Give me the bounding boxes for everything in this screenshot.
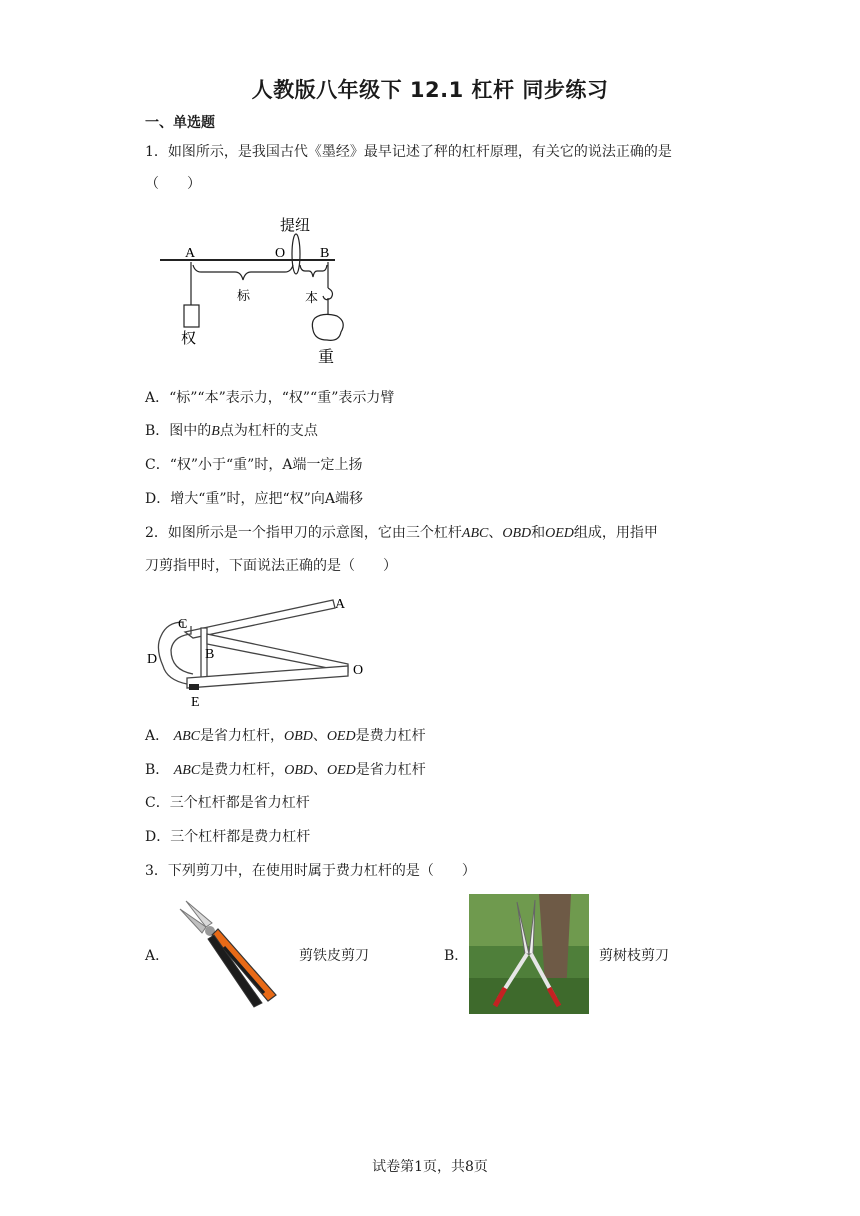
q2-stem-line2: 刀剪指甲时，下面说法正确的是（ ） — [145, 558, 397, 574]
fig1-weight-block — [184, 305, 199, 327]
q3-option-a-label: A． — [145, 948, 170, 964]
q2-option-c: C．三个杠杆都是省力杠杆 — [145, 795, 310, 811]
q1-option-b-var: B — [211, 424, 220, 439]
q1-steelyard-figure — [155, 210, 355, 370]
fig1-brace-biao — [193, 265, 293, 280]
q2-option-b-prefix: B． — [145, 762, 170, 778]
fig1-hook — [323, 288, 332, 300]
fig1-label-a: A — [185, 246, 196, 261]
page-footer: 试卷第1页，共8页 — [372, 1159, 488, 1175]
q2-option-a-mid1: 是省力杠杆， — [200, 728, 285, 744]
q1-option-a: A．“标”“本”表示力，“权”“重”表示力臂 — [145, 390, 395, 406]
q1-option-c-var: A — [282, 457, 293, 473]
q2-option-b-mid1: 是费力杠杆， — [200, 762, 285, 778]
q2-stem-line1 — [145, 523, 658, 544]
q2-option-b-sep: 、 — [312, 762, 327, 778]
q1-option-d-prefix: D．增大“重”时，应把“权”向 — [145, 491, 325, 507]
fig1-label-zhong: 重 — [318, 349, 335, 366]
q1-option-c-suffix: 端一定上扬 — [292, 457, 363, 473]
q2-option-a-abc: ABC — [173, 729, 201, 744]
q1-stem-line2: （ ） — [145, 176, 201, 192]
q2-option-b-abc: ABC — [173, 763, 201, 778]
q2-option-a-oed: OED — [326, 729, 356, 744]
q1-option-d-var: A — [324, 491, 335, 507]
fig1-heavy-object — [312, 314, 343, 340]
q1-option-d — [145, 489, 363, 509]
q2-option-a — [145, 726, 426, 747]
fig1-label-quan: 权 — [181, 331, 197, 347]
q2-option-d: D．三个杠杆都是费力杠杆 — [145, 829, 311, 845]
q2-option-b — [145, 760, 426, 781]
fig1-label-ben: 本 — [305, 290, 319, 305]
q2-option-a-obd: OBD — [284, 729, 313, 744]
q2-stem-prefix: 2．如图所示是一个指甲刀的示意图，它由三个杠杆 — [145, 525, 462, 541]
fig2-label-c: C — [178, 617, 188, 632]
q1-option-b-suffix: 点为杠杆的支点 — [219, 423, 318, 439]
q1-option-b — [145, 421, 318, 442]
fig2-label-e: E — [191, 695, 200, 710]
q3-hedge-shears-image — [469, 894, 589, 1014]
q1-option-b-prefix: B．图中的 — [145, 423, 212, 439]
q3-option-a-caption: 剪铁皮剪刀 — [299, 948, 369, 964]
q2-option-b-mid2: 是省力杠杆 — [355, 762, 426, 778]
fig2-label-d: D — [147, 652, 158, 667]
fig2-blade-e — [189, 684, 199, 690]
q2-option-b-oed: OED — [326, 763, 356, 778]
section-heading: 一、单选题 — [145, 115, 215, 131]
q2-stem-suffix: 组成，用指甲 — [573, 525, 658, 541]
fig2-label-a: A — [335, 597, 346, 612]
q1-stem-line1: 1．如图所示，是我国古代《墨经》最早记述了秤的杠杆原理，有关它的说法正确的是 — [145, 144, 672, 160]
fig1-label-biao: 标 — [237, 288, 251, 303]
q3-tin-snips-image — [172, 895, 292, 1015]
q2-option-a-sep: 、 — [312, 728, 327, 744]
q2-stem-sep: 、 — [488, 525, 503, 541]
q2-option-a-mid2: 是费力杠杆 — [355, 728, 426, 744]
fig1-lift-loop — [292, 234, 300, 274]
q3-option-b-caption: 剪树枝剪刀 — [599, 948, 669, 964]
q1-option-c — [145, 455, 362, 475]
q2-lever-oed: OED — [545, 526, 574, 541]
q1-option-c-prefix: C．“权”小于“重”时， — [145, 457, 283, 473]
q2-lever-abc: ABC — [461, 526, 489, 541]
q2-stem-and: 和 — [531, 525, 546, 541]
fig1-label-o: O — [275, 246, 286, 261]
q2-nail-clipper-figure — [143, 592, 378, 710]
q3-option-b-label: B． — [444, 948, 469, 964]
q2-option-b-obd: OBD — [284, 763, 313, 778]
q1-option-d-suffix: 端移 — [334, 491, 363, 507]
q2-option-a-prefix: A． — [145, 728, 170, 744]
fig2-label-b: B — [205, 647, 215, 662]
fig1-label-b: B — [320, 246, 330, 261]
fig2-lower-lever — [187, 666, 348, 688]
fig1-brace-ben — [300, 265, 327, 277]
q2-lever-obd: OBD — [502, 526, 532, 541]
fig1-label-tizu: 提纽 — [280, 218, 311, 234]
page-title: 人教版八年级下 12.1 杠杆 同步练习 — [251, 78, 609, 102]
q3-stem: 3．下列剪刀中，在使用时属于费力杠杆的是（ ） — [145, 863, 476, 879]
fig2-label-o: O — [353, 663, 364, 678]
fig2-middle-lever — [207, 634, 348, 672]
